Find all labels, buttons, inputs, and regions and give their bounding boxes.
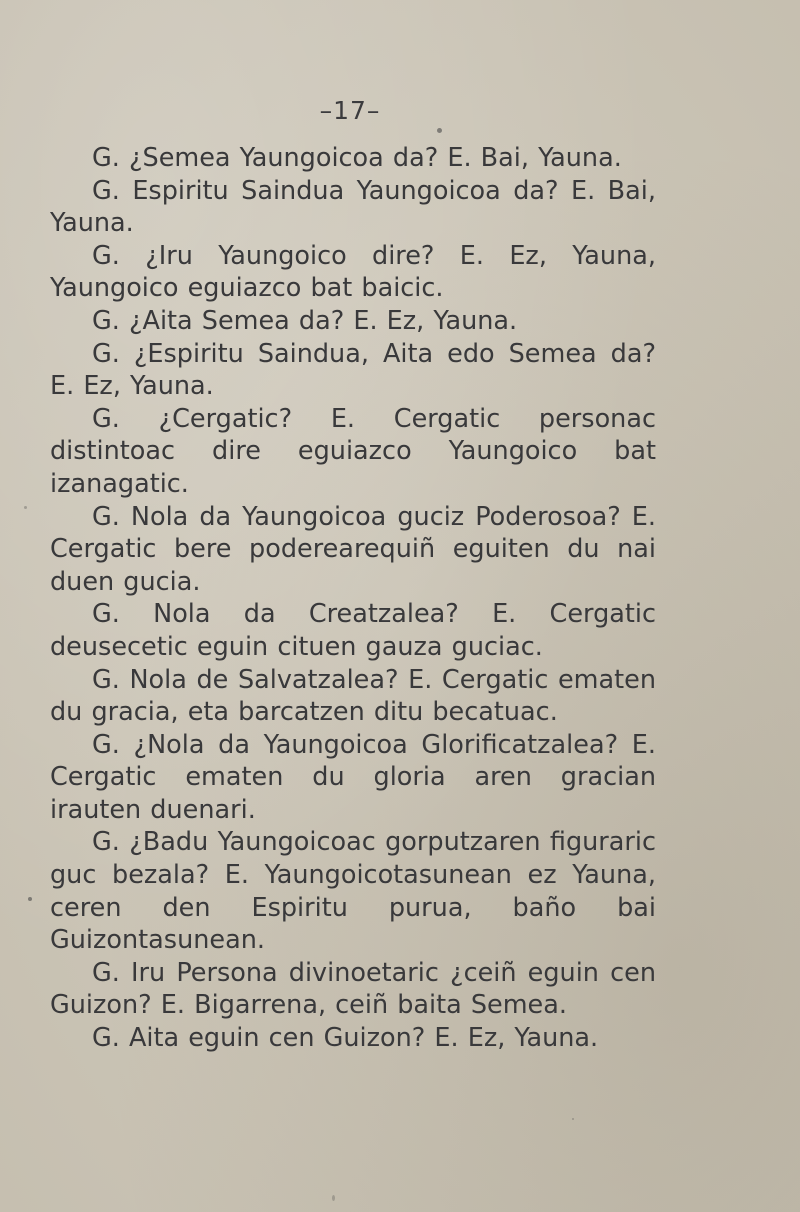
paragraph: G. ¿Badu Yaungoicoac gorputzaren figuraric guc bezala? E. Yaungoicotasunean ez Yauna, ceren den Espiritu purua, baño bai Guizontasunean. [50, 827, 656, 956]
paper-speck [28, 897, 32, 901]
paragraph: G. Nola de Salvatzalea? E. Cergatic ematen du gracia, eta barcatzen ditu becatuac. [50, 664, 656, 728]
paragraph: G. ¿Semea Yaungoicoa da? E. Bai, Yauna. [92, 143, 622, 173]
paragraph: G. ¿Nola da Yaungoicoa Glorificatzalea? E. Cergatic ematen du gloria aren gracian irauten duenari. [50, 729, 656, 825]
paper-speck [332, 1195, 335, 1201]
paragraph: G. Nola da Yaungoicoa guciz Poderosoa? E. Cergatic bere poderearequiñ eguiten du nai duen gucia. [50, 501, 656, 597]
paper-speck [437, 128, 442, 133]
paragraph: G. ¿Cergatic? E. Cergatic personac distintoac dire eguiazco Yaungoico bat izanagatic. [50, 403, 656, 499]
paragraph: G. Espiritu Saindua Yaungoicoa da? E. Bai, Yauna. [50, 175, 656, 239]
paragraph: G. Iru Persona divinoetaric ¿ceiñ eguin cen Guizon? E. Bigarrena, ceiñ baita Semea. [50, 957, 656, 1021]
paragraph: G. Aita eguin cen Guizon? E. Ez, Yauna. [92, 1023, 599, 1054]
paragraph: G. ¿Aita Semea da? E. Ez, Yauna. [92, 305, 518, 336]
catechism-text [50, 142, 656, 1055]
paragraph: G. Nola da Creatzalea? E. Cergatic deusecetic eguin cituen gauza guciac. [50, 599, 656, 662]
paragraph: G. ¿Espiritu Saindua, Aita edo Semea da? E. Ez, Yauna. [50, 338, 656, 402]
paper-speck [572, 1118, 574, 1120]
paper-speck [24, 506, 27, 509]
paragraph: G. ¿Iru Yaungoico dire? E. Ez, Yauna, Yaungoico eguiazco bat baicic. [50, 240, 656, 304]
page-number: –17– [319, 96, 381, 125]
